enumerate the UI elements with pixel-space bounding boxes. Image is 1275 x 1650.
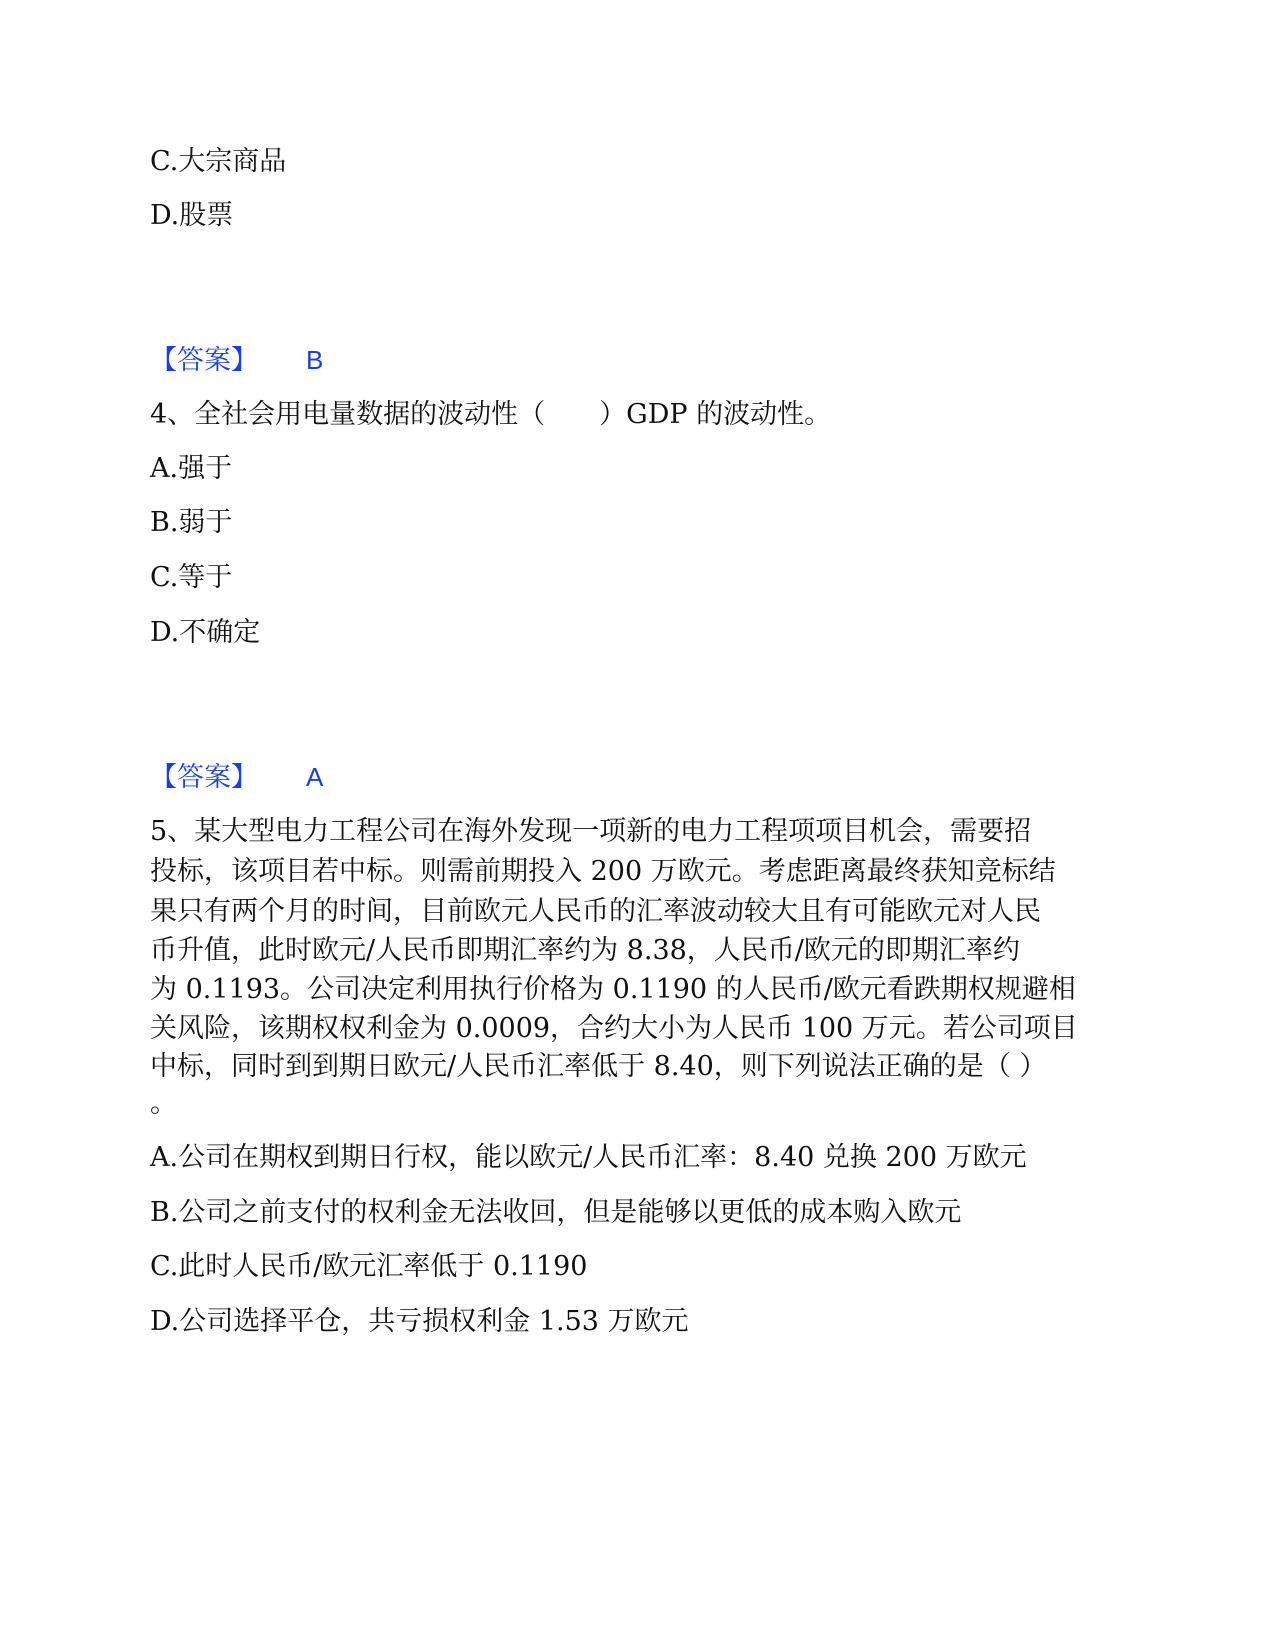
q5-option-a: A.公司在期权到期日行权，能以欧元/人民币汇率：8.40 兑换 200 万欧元 <box>150 1142 1027 1173</box>
q5-question-line-6: 关风险，该期权权利金为 0.0009，合约大小为人民币 100 万元。若公司项目 <box>150 1013 1078 1044</box>
q4-option-a: A.强于 <box>150 453 233 484</box>
q4-question: 4、全社会用电量数据的波动性（ ）GDP 的波动性。 <box>150 399 832 430</box>
q3-option-d: D.股票 <box>150 200 234 231</box>
q5-question-line-1: 5、某大型电力工程公司在海外发现一项新的电力工程项项目机会，需要招 <box>150 816 1032 847</box>
q4-answer <box>150 761 323 794</box>
q5-question-line-3: 果只有两个月的时间，目前欧元人民币的汇率波动较大且有可能欧元对人民 <box>150 896 1041 927</box>
q3-answer-value: B <box>306 345 324 375</box>
q3-option-c: C.大宗商品 <box>150 146 287 177</box>
q5-option-d: D.公司选择平仓，共亏损权利金 1.53 万欧元 <box>150 1306 689 1337</box>
q3-answer <box>150 344 323 377</box>
q5-question-line-7: 中标，同时到到期日欧元/人民币汇率低于 8.40，则下列说法正确的是（ ） <box>150 1051 1047 1082</box>
q5-option-b: B.公司之前支付的权利金无法收回，但是能够以更低的成本购入欧元 <box>150 1197 962 1228</box>
q4-option-d: D.不确定 <box>150 617 261 648</box>
q5-question-line-8: 。 <box>150 1088 177 1119</box>
q3-answer-label: 【答案】 <box>150 345 258 376</box>
q5-option-c: C.此时人民币/欧元汇率低于 0.1190 <box>150 1251 588 1282</box>
q4-option-b: B.弱于 <box>150 507 233 538</box>
q4-option-c: C.等于 <box>150 562 233 593</box>
q5-question-line-5: 为 0.1193。公司决定利用执行价格为 0.1190 的人民币/欧元看跌期权规避相 <box>150 974 1076 1005</box>
q4-answer-label: 【答案】 <box>150 762 258 793</box>
q5-question-line-4: 币升值，此时欧元/人民币即期汇率约为 8.38，人民币/欧元的即期汇率约 <box>150 935 1020 966</box>
q4-answer-value: A <box>306 762 324 792</box>
q5-question-line-2: 投标，该项目若中标。则需前期投入 200 万欧元。考虑距离最终获知竞标结 <box>150 856 1056 887</box>
